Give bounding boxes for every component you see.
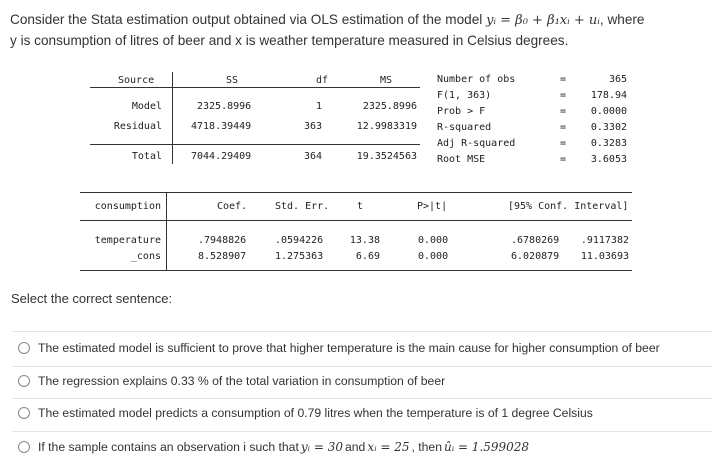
coef-header-ci: [95% Conf. Interval] [508,201,629,212]
stat-label: Root MSE [437,154,486,165]
answer-option-text: and [345,440,366,454]
coef-bottom-rule [80,270,632,271]
option-separator [12,431,712,432]
option-separator [12,331,712,332]
coef-header-coef: Coef. [217,201,248,212]
coef-row-t: 6.69 [355,251,380,262]
coef-row-t: 13.38 [349,235,380,246]
anova-header-rule [90,87,420,88]
radio-button-icon[interactable] [18,407,30,419]
stat-eq: = [560,138,567,149]
answer-option-text: , then [411,440,442,454]
coef-row-ci-high: 11.03693 [580,251,629,262]
stat-eq: = [560,74,567,85]
stat-value: 0.3302 [590,122,627,133]
question-line2: y is consumption of litres of beer and x is weather temperature measured in Celsius degrees. [10,33,569,48]
coef-row-coef: .7948826 [198,235,247,246]
anova-row-df: 363 [303,121,322,132]
stat-eq: = [560,106,567,117]
coef-top-rule [80,192,632,193]
answer-option-math: ûᵢ = 1.599028 [443,440,530,454]
stat-eq: = [560,122,567,133]
stat-label: R-squared [437,122,492,133]
stat-value: 3.6053 [590,154,627,165]
stat-value: 0.0000 [590,106,627,117]
radio-button-icon[interactable] [18,441,30,453]
anova-row-source: Residual [113,121,162,132]
answer-option[interactable] [18,338,660,358]
coef-row-ci-low: 6.020879 [511,251,560,262]
coef-row-ci-high: .9117382 [580,235,629,246]
answer-option-math: xᵢ = 25 [367,440,410,454]
anova-row-ms: 12.9983319 [356,121,417,132]
radio-button-icon[interactable] [18,375,30,387]
anova-header-df: df [316,75,329,86]
answer-option-label: The estimated model is sufficient to prove that higher temperature is the main cause for higher consumption of beer [38,341,660,355]
coef-row-p: 0.000 [418,251,449,262]
option-separator [12,398,712,399]
anova-vertical-divider [172,72,173,164]
stat-eq: = [560,154,567,165]
stat-label: Adj R-squared [437,138,516,149]
stat-label: F(1, 363) [437,90,492,101]
coef-header-var: consumption [94,201,161,212]
answer-option-text: If the sample contains an observation i such that [38,440,299,454]
coef-row-se: .0594226 [275,235,324,246]
anova-row-source: Total [131,151,162,162]
coef-header-se: Std. Err. [275,201,330,212]
anova-row-ms: 19.3524563 [356,151,417,162]
anova-header-ss: SS [226,75,239,86]
question-part2: , where [599,12,645,27]
anova-row-ss: 2325.8996 [197,101,252,112]
option-separator [12,366,712,367]
answer-option[interactable] [18,371,445,391]
select-prompt: Select the correct sentence: [11,291,173,306]
coef-header-t: t [357,201,364,212]
stat-label: Number of obs [437,74,516,85]
question-text [10,10,710,51]
answer-option-label: The estimated model predicts a consumption of 0.79 litres when the temperature is of 1 degree Celsius [38,406,593,420]
coef-row-var: temperature [94,235,161,246]
anova-row-df: 364 [303,151,322,162]
answer-option[interactable] [18,437,531,457]
stat-value: 0.3283 [590,138,627,149]
coef-header-rule [80,220,632,221]
question-part1: Consider the Stata estimation output obtained via OLS estimation of the model [10,12,487,27]
stat-label: Prob > F [437,106,486,117]
anova-row-ss: 4718.39449 [191,121,252,132]
anova-row-df: 1 [315,101,322,112]
radio-button-icon[interactable] [18,342,30,354]
anova-row-ms: 2325.8996 [362,101,417,112]
anova-header-source: Source [118,75,155,86]
answer-option-math: yᵢ = 30 [300,440,343,454]
stat-eq: = [560,90,567,101]
coef-vertical-divider [166,192,167,270]
coef-row-ci-low: .6780269 [511,235,560,246]
coef-row-se: 1.275363 [275,251,324,262]
coef-header-p: P>|t| [417,201,448,212]
answer-option-label: The regression explains 0.33 % of the total variation in consumption of beer [38,374,446,388]
answer-option[interactable] [18,403,593,423]
anova-total-rule [90,144,420,145]
stat-value: 365 [608,74,627,85]
model-formula: yᵢ = β₀ + β₁xᵢ + uᵢ [486,13,600,28]
anova-header-ms: MS [380,75,393,86]
coef-row-var: _cons [130,251,161,262]
coef-row-coef: 8.528907 [198,251,247,262]
stat-value: 178.94 [590,90,627,101]
anova-row-ss: 7044.29409 [191,151,252,162]
coef-row-p: 0.000 [418,235,449,246]
anova-row-source: Model [131,101,162,112]
